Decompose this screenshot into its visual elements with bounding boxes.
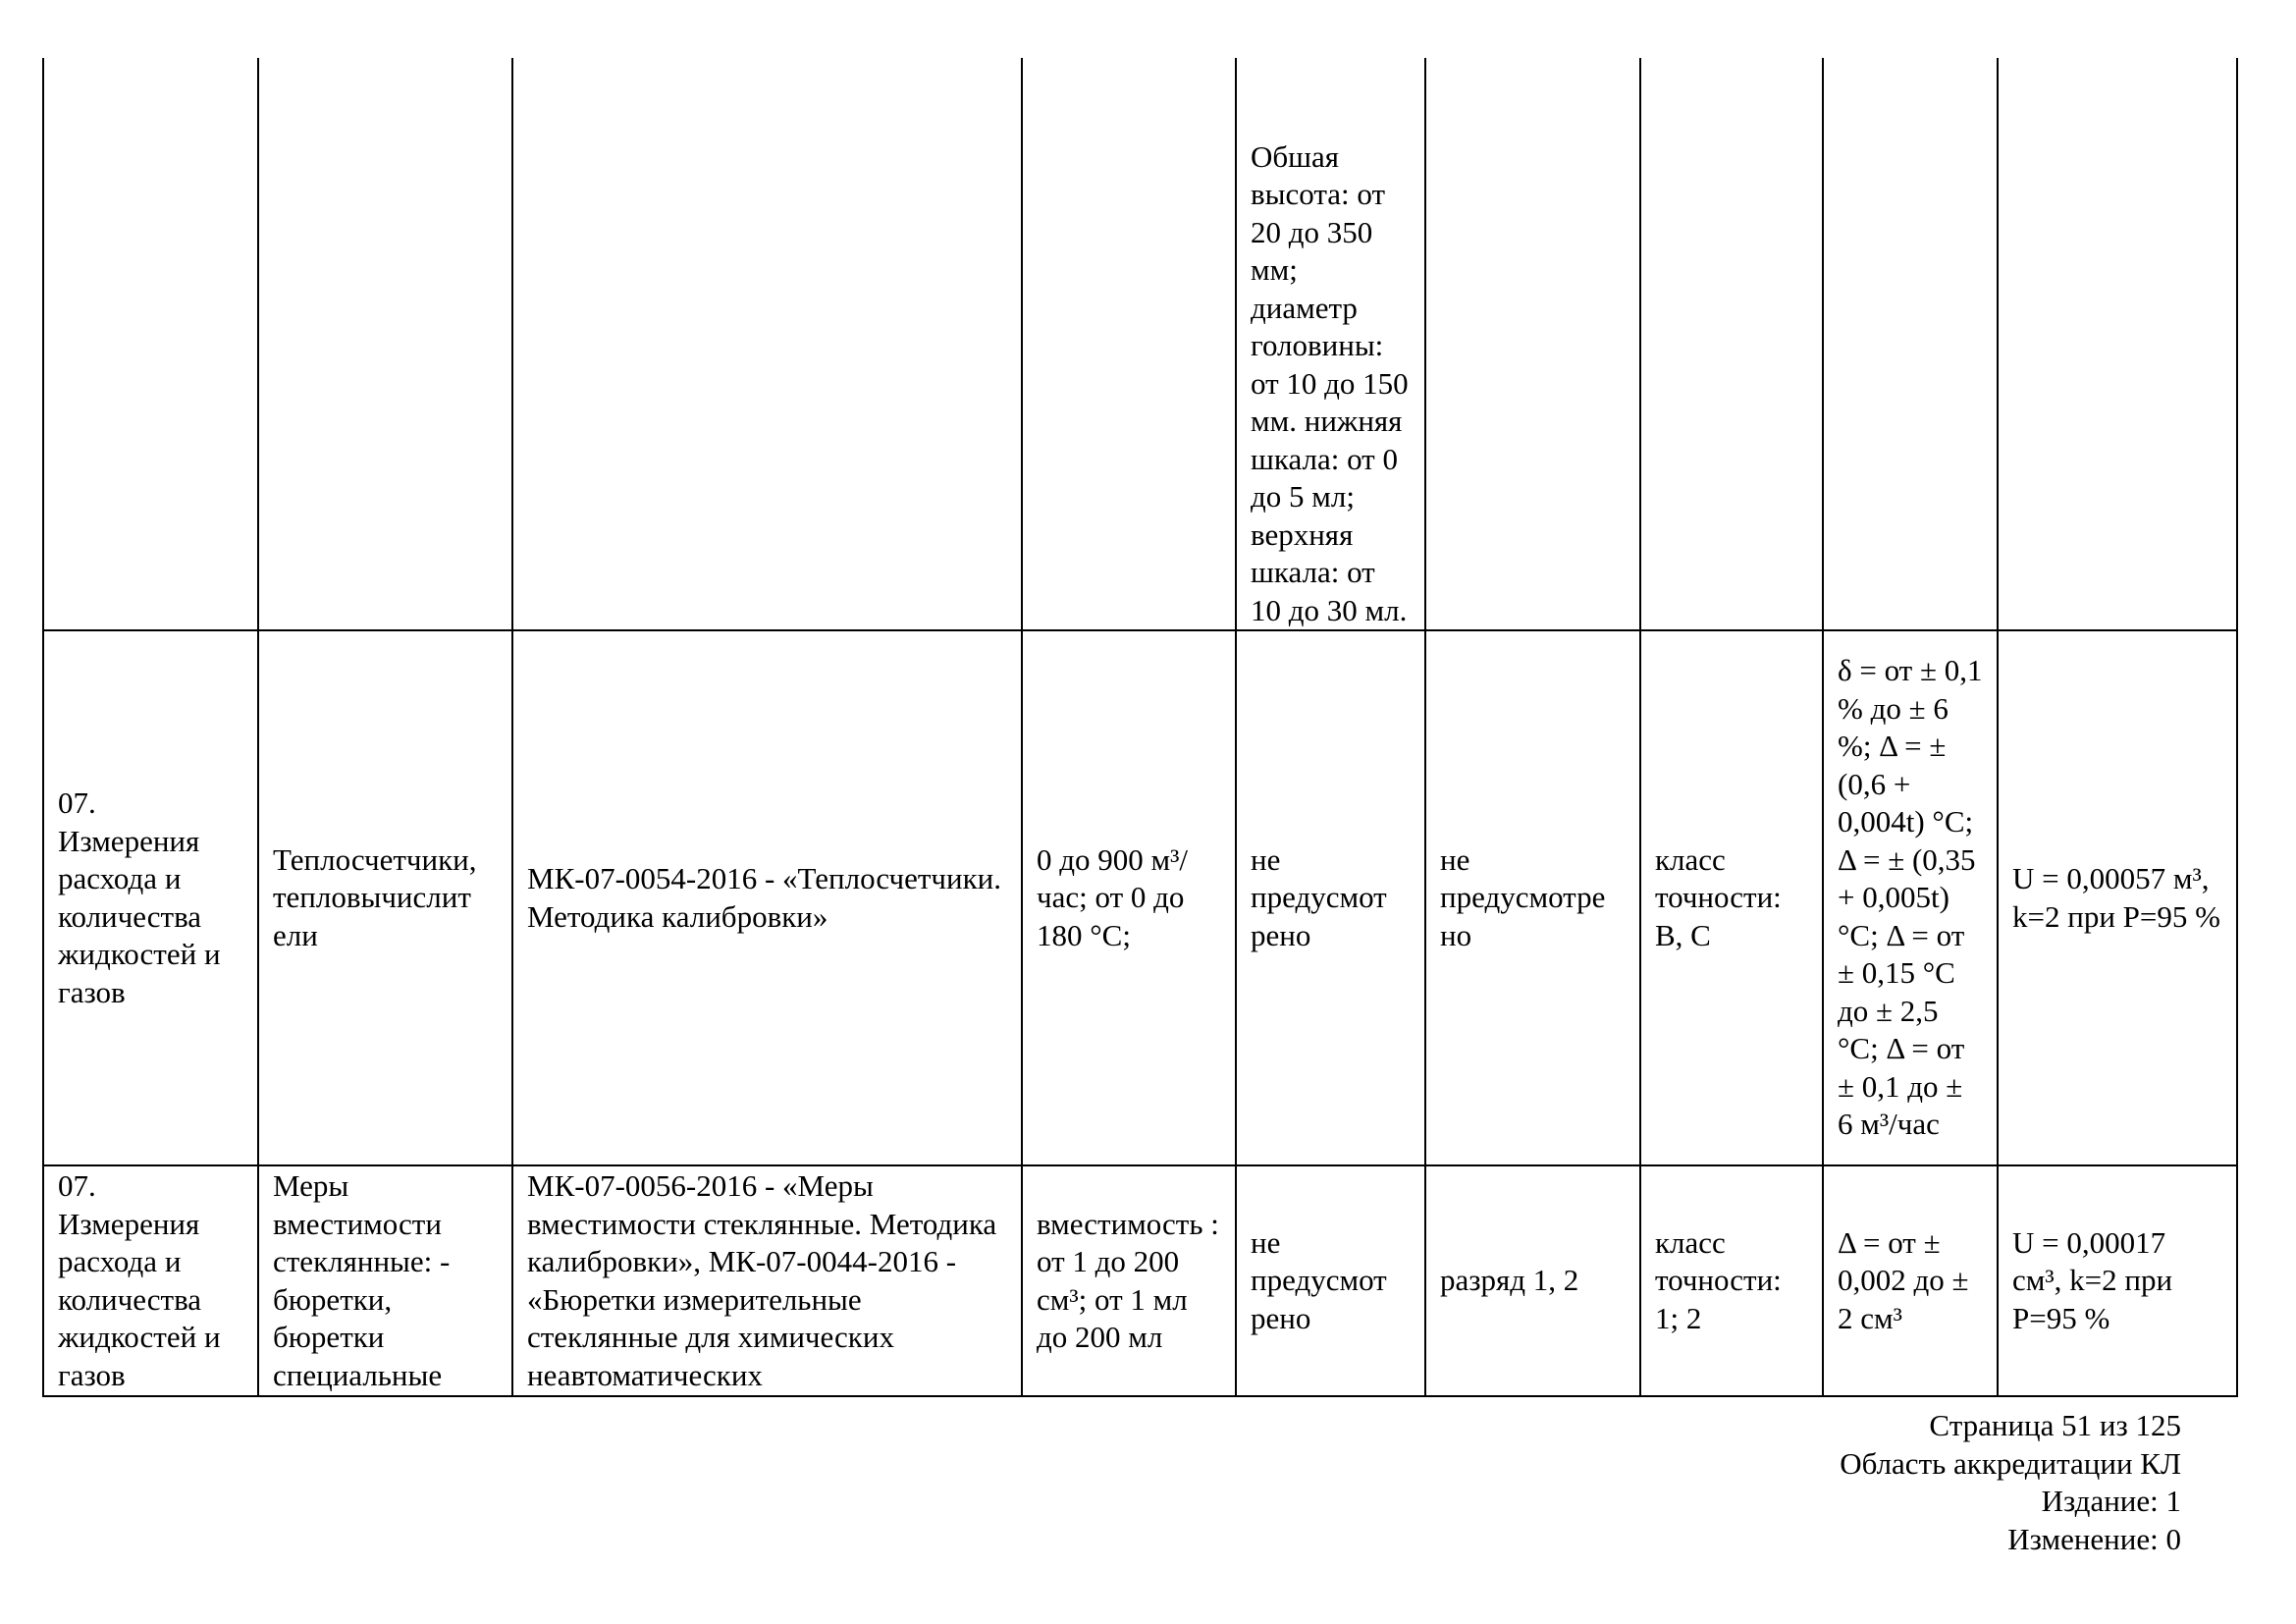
- cell-dimension: не предусмот рено: [1236, 1165, 1425, 1396]
- cell-method: [512, 58, 1022, 630]
- cell-range: 0 до 900 м³/час; от 0 до 180 °С;: [1022, 630, 1236, 1165]
- cell-uncertainty: U = 0,00057 м³, k=2 при P=95 %: [1998, 630, 2237, 1165]
- cell-uncertainty: U = 0,00017 см³, k=2 при P=95 %: [1998, 1165, 2237, 1396]
- cell-error: δ = от ± 0,1 % до ± 6 %; Δ = ± (0,6 + 0,004t) °С; Δ = ± (0,35 + 0,005t) °С; Δ = от ± 0,15 °С до ± 2,5 °С; Δ = от ± 0,1 до ± 6 м³/час: [1823, 630, 1998, 1165]
- edition-number: Издание: 1: [2041, 1484, 2181, 1518]
- cell-dimension: не предусмот рено: [1236, 630, 1425, 1165]
- cell-object: [258, 58, 512, 630]
- cell-accuracy-class: класс точности: В, С: [1640, 630, 1823, 1165]
- table-row: [43, 58, 2237, 630]
- cell-uncertainty: [1998, 58, 2237, 630]
- cell-range: вместимость : от 1 до 200 см³; от 1 мл до 200 мл: [1022, 1165, 1236, 1396]
- cell-field: 07. Измерения расхода и количества жидкостей и газов: [43, 1165, 258, 1396]
- accreditation-table: [42, 58, 2238, 1397]
- accreditation-scope: Область аккредитации КЛ: [1840, 1445, 2181, 1481]
- cell-error: [1823, 58, 1998, 630]
- cell-range: [1022, 58, 1236, 630]
- cell-dimension: Обшая высота: от 20 до 350 мм; диаметр головины: от 10 до 150 мм. нижняя шкала: от 0 до 5 мл; верхняя шкала: от 10 до 30 мл.: [1236, 58, 1425, 630]
- page-footer: [1840, 1407, 2181, 1558]
- cell-category: разряд 1, 2: [1425, 1165, 1640, 1396]
- cell-field: [43, 58, 258, 630]
- cell-field: 07. Измерения расхода и количества жидкостей и газов: [43, 630, 258, 1165]
- page-number: Страница 51 из 125: [1929, 1408, 2181, 1442]
- cell-error: Δ = от ± 0,002 до ± 2 см³: [1823, 1165, 1998, 1396]
- cell-accuracy-class: [1640, 58, 1823, 630]
- cell-method: МК-07-0054-2016 - «Теплосчетчики. Методика калибровки»: [512, 630, 1022, 1165]
- table-row: [43, 630, 2237, 1165]
- change-number: Изменение: 0: [2007, 1521, 2181, 1556]
- cell-category: [1425, 58, 1640, 630]
- cell-method: МК-07-0056-2016 - «Меры вместимости стеклянные. Методика калибровки», МК-07-0044-2016 - «Бюретки измерительные стеклянные для химических неавтоматических: [512, 1165, 1022, 1396]
- table-row: [43, 1165, 2237, 1396]
- cell-object: Теплосчетчики, тепловычислит ели: [258, 630, 512, 1165]
- cell-object: Меры вместимости стеклянные: - бюретки, бюретки специальные: [258, 1165, 512, 1396]
- cell-category: не предусмотре но: [1425, 630, 1640, 1165]
- cell-accuracy-class: класс точности: 1; 2: [1640, 1165, 1823, 1396]
